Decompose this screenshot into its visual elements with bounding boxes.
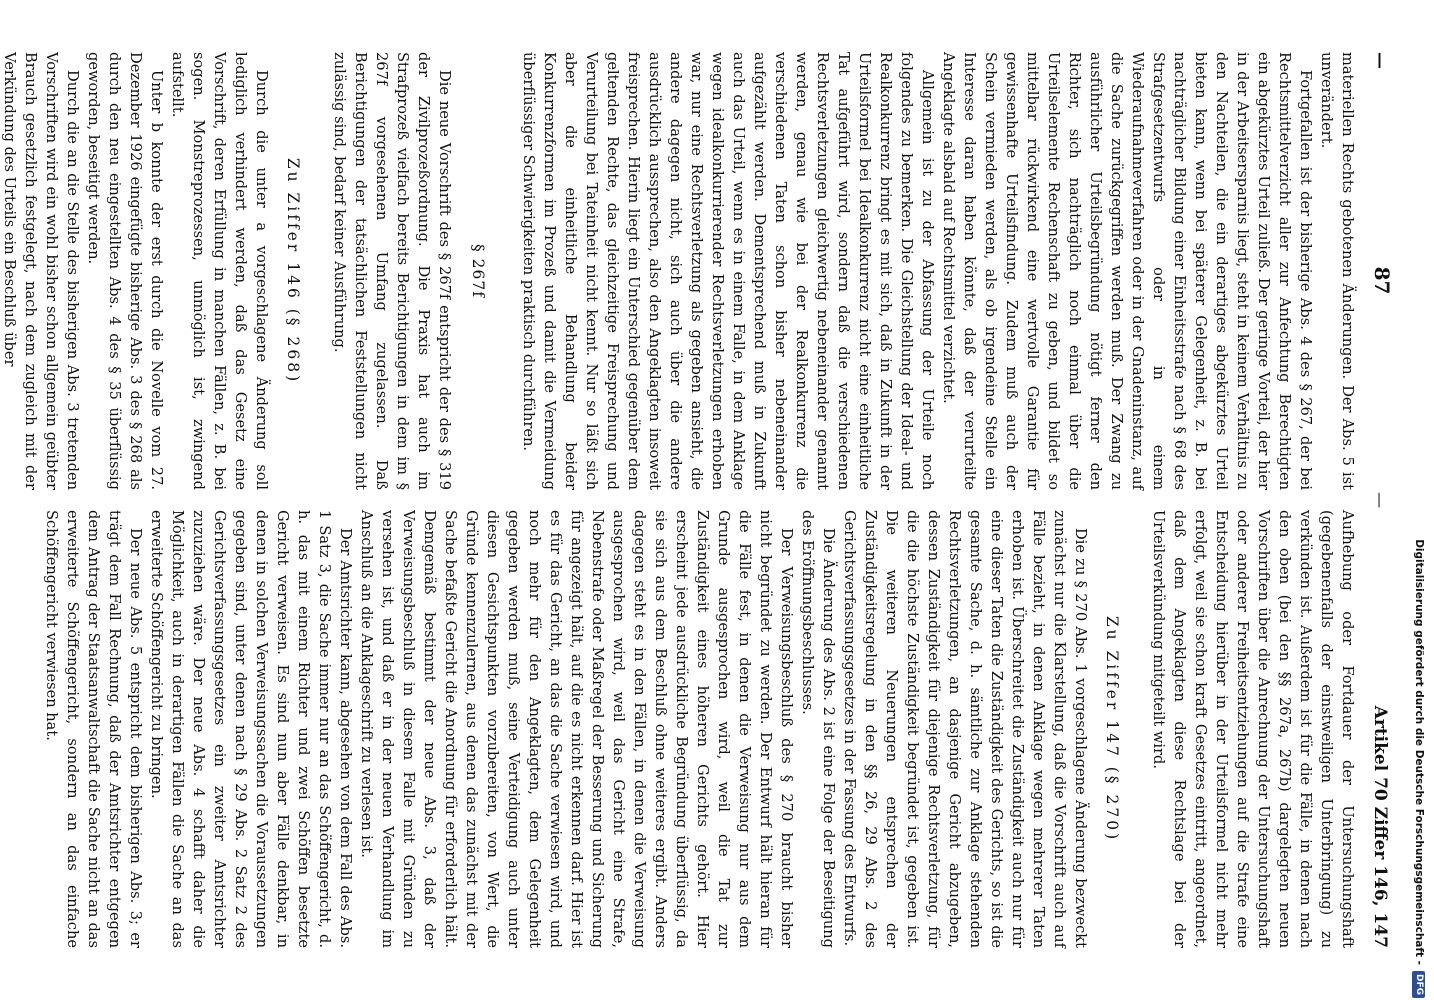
- dfg-logo: DFG: [1413, 971, 1426, 998]
- page-number: 87: [1370, 266, 1394, 295]
- paragraph: Aufhebung oder Fortdauer der Untersuchungshaft (gegebenenfalls der einstweiligen Unterbringung) zu verkünden ist. Außerdem ist für die Fälle, in denen nach den oben (bei den §§ 267a, 267b) dargelegten neuen Vorschriften über die Anrechnung der Untersuchungshaft oder anderer Freiheitsentziehungen auf die Strafe eine Entscheidung hierüber in der Urteilsformel nicht mehr erfolgt, weil sie schon kraft Gesetzes eintritt, angeordnet, daß dem Angeklagten diese Rechtslage bei der Urteilsverkündung mitgeteilt wird.: [1150, 510, 1356, 948]
- running-title: Artikel 70 Ziffer 146, 147: [1370, 705, 1390, 948]
- paragraph: Allgemein ist zu der Abfassung der Urteile noch folgendes zu bemerken. Die Gleichstellung der Ideal- und Realkonkurrenz bringt es mit sich, daß in Zukunft in der Urteilsformel bei Idealkonkurrenz nicht eine einheitliche Tat aufgeführt wird, sondern daß die verschiedenen Rechtsverletzungen gleichwertig nebeneinander genannt werden, genau wie bei der Realkonkurrenz die verschiedenen Taten schon bisher nebeneinander aufgezählt werden. Dementsprechend muß in Zukunft auch das Urteil, wenn es in einem Falle, in dem Anklage wegen idealkonkurrierender Rechtsverletzungen erhoben war, nur eine Rechtsverletzung als gegeben ansieht, die andere dagegen nicht, sich auch über die andere ausdrücklich aussprechen, also den Angeklagten insoweit freisprechen. Hierin liegt ein Unterschied gegenüber dem geltenden Rechte, das gleichzeitige Freisprechung und Verurteilung bei Tateinheit nicht kennt. Nur so läßt sich aber die einheitliche Behandlung beider Konkurrenzformen im Prozeß und damit die Vermeidung überflüssiger Schwierigkeiten praktisch durchführen.: [520, 52, 936, 490]
- paragraph: Der Verweisungsbeschluß des § 270 braucht bisher nicht begründet zu werden. Der Entwurf hält hieran für die Fälle fest, in denen die Verweisung nur aus dem Grunde ausgesprochen wird, weil die Tat zur Zuständigkeit eines höheren Gerichts gehört. Hier erscheint jede ausdrückliche Begründung überflüssig, da sie sich aus dem Beschluß ohne weiteres ergibt. Anders dagegen steht es in den Fällen, in denen die Verweisung ausgesprochen wird, weil das Gericht eine Strafe, Nebenstrafe oder Maßregel der Besserung und Sicherung für angezeigt hält, auf die es nicht erkennen darf. Hier ist es für das Gericht, an das die Sache verwiesen wird, und noch mehr für den Angeklagten, dem Gelegenheit gegeben werden muß, seine Verteidigung auch unter diesen Gesichtspunkten vorzubereiten, von Wert, die Gründe kennenzulernen, aus denen das zunächst mit der Sache befaßte Gericht die Anordnung für erforderlich hält. Demgemäß bestimmt der neue Abs. 3, daß der Verweisungsbeschluß in diesem Falle mit Gründen zu versehen ist, und daß er in der neuen Verhandlung im Anschluß an die Anklageschrift zu verlesen ist.: [358, 510, 795, 948]
- paragraph: Der Amtsrichter kann, abgesehen von dem Fall des Abs. 1 Satz 3, die Sache immer nur an das Schöffengericht, d. h. das mit einem Richter und zwei Schöffen besetzte Gericht verweisen. Es sind nun aber Fälle denkbar, in denen in solchen Verweisungssachen die Voraussetzungen gegeben sind, unter denen nach § 29 Abs. 2 Satz 2 des Gerichtsverfassungsgesetzes ein zweiter Amtsrichter zuzuziehen wäre. Der neue Abs. 4 schafft daher die Möglichkeit, auch in derartigen Fällen die Sache an das erweiterte Schöffengericht zu bringen.: [148, 510, 354, 948]
- paragraph: Fortgefallen ist der bisherige Abs. 4 des § 267, der bei Rechtsmittelverzicht aller zur Anfechtung Berechtigten ein abgekürztes Urteil zuließ. Der geringe Vorteil, der hier in der Arbeitsersparnis liegt, steht in keinem Verhältnis zu den Nachteilen, die ein derartiges abgekürztes Urteil bieten kann, wenn bei späterer Gelegenheit, z. B. bei nachträglicher Bildung einer Einheitsstrafe nach § 68 des Strafgesetzentwurfs oder in einem Wiederaufnahmeverfahren oder in der Gnadeninstanz, auf die Sache zurückgegriffen werden muß. Der Zwang zu ausführlicher Urteilsbegründung nötigt ferner den Richter, sich nachträglich noch einmal über die Urteilselemente Rechenschaft zu geben, und bildet so mittelbar rückwirkend eine wertvolle Garantie für gewissenhafte Urteilsfindung. Zudem muß auch der Schein vermieden werden, als ob irgendeine Stelle ein Interesse daran haben könnte, daß der verurteilte Angeklagte alsbald auf Rechtsmittel verzichtet.: [940, 52, 1314, 490]
- section-heading-267f: § 267f: [469, 244, 487, 298]
- section-heading-ziffer-147: Zu Ziffer 147 (§ 270): [1103, 615, 1121, 843]
- paragraph: Unter b konnte der erst durch die Novelle vom 27. Dezember 1926 eingefügte bisherige Abs. 3 des § 268 als durch den neu eingestellten Abs. 4 des § 35 überflüssig geworden, beseitigt werden.: [85, 52, 165, 490]
- header-left-dash: —: [1370, 52, 1390, 69]
- paragraph: Durch die an die Stelle des bisherigen Abs. 3 tretenden Vorschriften wird ein wohl bisher schon allgemein geübter Brauch gesetzlich festgelegt, nach dem zugleich mit der Verkündung des Urteils ein Beschluß über: [1, 52, 81, 490]
- document-page: [1, 30, 1400, 970]
- header-right-dash: —: [1371, 492, 1390, 509]
- section-heading-ziffer-146: Zu Ziffer 146 (§ 268): [284, 157, 302, 385]
- paragraph: Durch die unter a vorgeschlagene Änderung soll lediglich verhindert werden, daß das Gesetz eine Vorschrift, deren Erfüllung in manchen Fällen, z. B. bei sogen. Monstreprozessen, unmöglich ist, zwingend aufstellt.: [169, 52, 270, 490]
- page-header: [1366, 52, 1394, 948]
- paragraph: Der neue Abs. 5 entspricht dem bisherigen Abs. 3; er trägt dem Fall Rechnung, daß der Amtsrichter entgegen dem Antrag der Staatsanwaltschaft die Sache nicht an das erweiterte Schöffengericht, sondern an das einfache Schöffengericht verwiesen hat.: [43, 510, 144, 948]
- paragraph: Die neue Vorschrift des § 267f entspricht der des § 319 der Zivilprozeßordnung. Die Praxis hat auch im Strafprozeß vielfach bereits Berichtigungen in dem im § 267f vorgesehenen Umfang zugelassen. Daß Berichtigungen der tatsächlichen Feststellungen nicht zulässig sind, bedarf keiner Ausführung.: [331, 52, 453, 490]
- digitization-note-text: Digitalisierung gefördert durch die Deutsche Forschungsgemeinschaft -: [1413, 539, 1425, 965]
- paragraph: Die Änderung des Abs. 2 ist eine Folge der Beseitigung des Eröffnungsbeschlusses.: [799, 510, 837, 948]
- paragraph: materiellen Rechts gebotenen Änderungen. Der Abs. 5 ist unverändert.: [1318, 52, 1356, 490]
- left-column: [1, 52, 1358, 490]
- paragraph: Die zu § 270 Abs. 1 vorgeschlagene Änderung bezweckt zunächst nur die Klarstellung, daß die Vorschrift auch auf Fälle bezieht, in denen Anklage wegen mehrerer Taten erhoben ist. Überschreitet die Zuständigkeit auch nur für eine dieser Taten die Zuständigkeit des Gerichts, so ist die gesamte Sache, d. h. sämtliche zur Anklage stehenden Rechtsverletzungen, an dasjenige Gericht abzugeben, dessen Zuständigkeit für diejenige Rechtsverletzung, für die die höchste Zuständigkeit begründet ist, gegeben ist. Die weiteren Neuerungen entsprechen der Zuständigkeitsregelung in den §§ 26, 29 Abs. 2 des Gerichtsverfassungsgesetzes in der Fassung des Entwurfs.: [841, 510, 1089, 948]
- digitization-note: [1406, 8, 1432, 998]
- right-column: [43, 510, 1358, 948]
